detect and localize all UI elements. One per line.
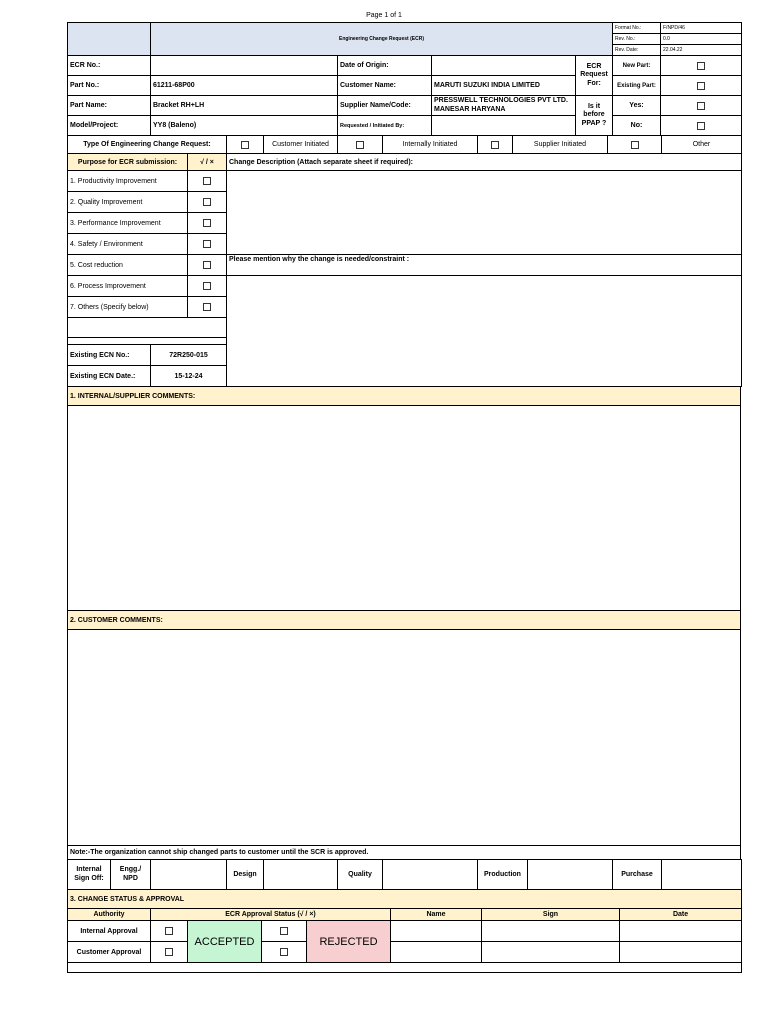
- approval-status-header: ECR Approval Status (√ / ×): [151, 909, 391, 921]
- supplier-value: [432, 96, 576, 116]
- purpose-2-checkbox[interactable]: [203, 198, 211, 206]
- rev-no-label: Rev. No.:: [613, 34, 661, 45]
- internal-approval-sign-field[interactable]: [482, 921, 620, 942]
- existing-ecn-date-value: 15-12-24: [151, 366, 227, 387]
- internally-initiated-checkbox[interactable]: [356, 141, 364, 149]
- change-description-label: Change Description (Attach separate sheet if required):: [227, 154, 742, 171]
- internal-approval-name-field[interactable]: [391, 921, 482, 942]
- quality-sign-field[interactable]: [383, 860, 478, 890]
- purpose-item-2: 2. Quality Improvement: [68, 192, 188, 213]
- customer-approval-name-field[interactable]: [391, 942, 482, 963]
- customer-comments-label: 2. CUSTOMER COMMENTS:: [68, 611, 741, 630]
- change-type-row: [67, 135, 742, 154]
- customer-name-value: MARUTI SUZUKI INDIA LIMITED: [432, 76, 576, 96]
- part-no-value: 61211-68P00: [151, 76, 338, 96]
- approval-section-label: 3. CHANGE STATUS & APPROVAL: [68, 890, 742, 909]
- customer-comments-area[interactable]: [68, 630, 741, 846]
- internal-signoff-label: Internal Sign Off:: [68, 860, 111, 890]
- ecr-no-field[interactable]: [151, 56, 338, 76]
- why-change-label: Please mention why the change is needed/constraint :: [227, 255, 742, 276]
- format-no-label: Format No.:: [613, 23, 661, 34]
- format-no-value: F/NPD/46: [661, 23, 742, 34]
- title-block: [67, 22, 742, 56]
- purpose-item-4: 4. Safety / Environment: [68, 234, 188, 255]
- yes-checkbox[interactable]: [697, 102, 705, 110]
- engg-npd-label: Engg./ NPD: [111, 860, 151, 890]
- ecr-form: [67, 22, 741, 973]
- purpose-5-checkbox[interactable]: [203, 261, 211, 269]
- internal-comments-area[interactable]: [68, 406, 741, 611]
- accepted-label: ACCEPTED: [188, 921, 262, 963]
- purpose-5-checkbox-cell[interactable]: [188, 255, 227, 276]
- no-checkbox[interactable]: [697, 122, 705, 130]
- purpose-3-checkbox[interactable]: [203, 219, 211, 227]
- other-label: Other: [662, 136, 742, 154]
- design-sign-field[interactable]: [264, 860, 338, 890]
- other-checkbox-cell[interactable]: [608, 136, 662, 154]
- tick-header: √ / ×: [188, 154, 227, 171]
- purpose-item-1: 1. Productivity Improvement: [68, 171, 188, 192]
- supplier-initiated-label: Supplier Initiated: [513, 136, 608, 154]
- why-change-area[interactable]: [227, 276, 742, 387]
- purpose-item-7: 7. Others (Specify below): [68, 297, 188, 318]
- production-label: Production: [478, 860, 528, 890]
- bottom-blank-row: [68, 963, 742, 973]
- purpose-4-checkbox[interactable]: [203, 240, 211, 248]
- before-ppap-label: Is it before PPAP ?: [576, 96, 613, 136]
- existing-ecn-no-value: 72R250-015: [151, 345, 227, 366]
- date-header: Date: [620, 909, 742, 921]
- change-description-area[interactable]: [227, 171, 742, 255]
- customer-name-label: Customer Name:: [338, 76, 432, 96]
- ecr-request-for-label: ECR Request For:: [576, 56, 613, 96]
- part-name-label: Part Name:: [68, 96, 151, 116]
- date-origin-field[interactable]: [432, 56, 576, 76]
- purpose-7-checkbox-cell[interactable]: [188, 297, 227, 318]
- existing-part-label: Existing Part:: [613, 76, 661, 96]
- no-checkbox-cell[interactable]: [661, 116, 742, 136]
- purpose-item-5: 5. Cost reduction: [68, 255, 188, 276]
- internal-approval-label: Internal Approval: [68, 921, 151, 942]
- others-specify-field[interactable]: [68, 318, 227, 338]
- rev-date-value: 22.04.22: [661, 45, 742, 56]
- new-part-label: New Part:: [613, 56, 661, 76]
- purpose-2-checkbox-cell[interactable]: [188, 192, 227, 213]
- internal-accept-checkbox[interactable]: [165, 927, 173, 935]
- customer-approval-sign-field[interactable]: [482, 942, 620, 963]
- internal-comments-section: [67, 386, 741, 860]
- customer-reject-checkbox[interactable]: [280, 948, 288, 956]
- date-origin-label: Date of Origin:: [338, 56, 432, 76]
- internal-reject-checkbox[interactable]: [280, 927, 288, 935]
- supplier-initiated-checkbox[interactable]: [491, 141, 499, 149]
- customer-accept-checkbox-cell[interactable]: [151, 942, 188, 963]
- new-part-checkbox[interactable]: [697, 62, 705, 70]
- approval-section: [67, 889, 742, 973]
- rev-date-label: Rev. Date:: [613, 45, 661, 56]
- signoff-row: [67, 859, 742, 890]
- ecr-no-label: ECR No.:: [68, 56, 151, 76]
- internal-reject-checkbox-cell[interactable]: [262, 921, 307, 942]
- internal-accept-checkbox-cell[interactable]: [151, 921, 188, 942]
- supplier-name: PRESSWELL TECHNOLOGIES PVT LTD.: [434, 97, 568, 105]
- customer-initiated-label: Customer Initiated: [264, 136, 338, 154]
- sign-header: Sign: [482, 909, 620, 921]
- model-value: YY8 (Baleno): [151, 116, 338, 136]
- purpose-3-checkbox-cell[interactable]: [188, 213, 227, 234]
- customer-initiated-checkbox-cell[interactable]: [227, 136, 264, 154]
- purpose-description-block: [67, 153, 742, 387]
- shipping-note: Note:-The organization cannot ship changed parts to customer until the SCR is approved.: [68, 846, 741, 860]
- customer-accept-checkbox[interactable]: [165, 948, 173, 956]
- customer-reject-checkbox-cell[interactable]: [262, 942, 307, 963]
- purpose-1-checkbox[interactable]: [203, 177, 211, 185]
- rev-no-value: 0.0: [661, 34, 742, 45]
- page-number: Page 1 of 1: [366, 12, 402, 19]
- yes-label: Yes:: [613, 96, 661, 116]
- new-part-checkbox-cell[interactable]: [661, 56, 742, 76]
- engg-npd-sign-field[interactable]: [151, 860, 227, 890]
- production-sign-field[interactable]: [528, 860, 613, 890]
- purpose-item-6: 6. Process Improvement: [68, 276, 188, 297]
- supplier-initiated-checkbox-cell[interactable]: [478, 136, 513, 154]
- existing-ecn-no-label: Existing ECN No.:: [68, 345, 151, 366]
- quality-label: Quality: [338, 860, 383, 890]
- customer-approval-date-field[interactable]: [620, 942, 742, 963]
- change-type-label: Type Of Engineering Change Request:: [68, 136, 227, 154]
- design-label: Design: [227, 860, 264, 890]
- spacer-cell: [68, 338, 227, 345]
- authority-header: Authority: [68, 909, 151, 921]
- existing-part-checkbox[interactable]: [697, 82, 705, 90]
- existing-ecn-date-label: Existing ECN Date.:: [68, 366, 151, 387]
- purchase-label: Purchase: [613, 860, 662, 890]
- internally-initiated-label: Internally Initiated: [383, 136, 478, 154]
- supplier-location: MANESAR HARYANA: [434, 105, 506, 113]
- part-no-label: Part No.:: [68, 76, 151, 96]
- no-label: No:: [613, 116, 661, 136]
- form-title: Engineering Change Request (ECR): [151, 23, 613, 56]
- purpose-item-3: 3. Performance Improvement: [68, 213, 188, 234]
- title-left-cell: [68, 23, 151, 56]
- requested-by-label: Requested / Initiated By:: [338, 116, 432, 136]
- existing-part-checkbox-cell[interactable]: [661, 76, 742, 96]
- supplier-label: Supplier Name/Code:: [338, 96, 432, 116]
- purpose-7-checkbox[interactable]: [203, 303, 211, 311]
- part-name-value: Bracket RH+LH: [151, 96, 338, 116]
- purpose-6-checkbox-cell[interactable]: [188, 276, 227, 297]
- header-info: [67, 55, 742, 136]
- customer-approval-label: Customer Approval: [68, 942, 151, 963]
- purpose-6-checkbox[interactable]: [203, 282, 211, 290]
- internal-comments-label: 1. INTERNAL/SUPPLIER COMMENTS:: [68, 387, 741, 406]
- yes-checkbox-cell[interactable]: [661, 96, 742, 116]
- name-header: Name: [391, 909, 482, 921]
- purpose-header: Purpose for ECR submission:: [68, 154, 188, 171]
- internal-approval-date-field[interactable]: [620, 921, 742, 942]
- internally-initiated-checkbox-cell[interactable]: [338, 136, 383, 154]
- purpose-1-checkbox-cell[interactable]: [188, 171, 227, 192]
- purchase-sign-field[interactable]: [662, 860, 742, 890]
- other-checkbox[interactable]: [631, 141, 639, 149]
- model-label: Model/Project:: [68, 116, 151, 136]
- customer-initiated-checkbox[interactable]: [241, 141, 249, 149]
- purpose-4-checkbox-cell[interactable]: [188, 234, 227, 255]
- requested-by-field[interactable]: [432, 116, 576, 136]
- rejected-label: REJECTED: [307, 921, 391, 963]
